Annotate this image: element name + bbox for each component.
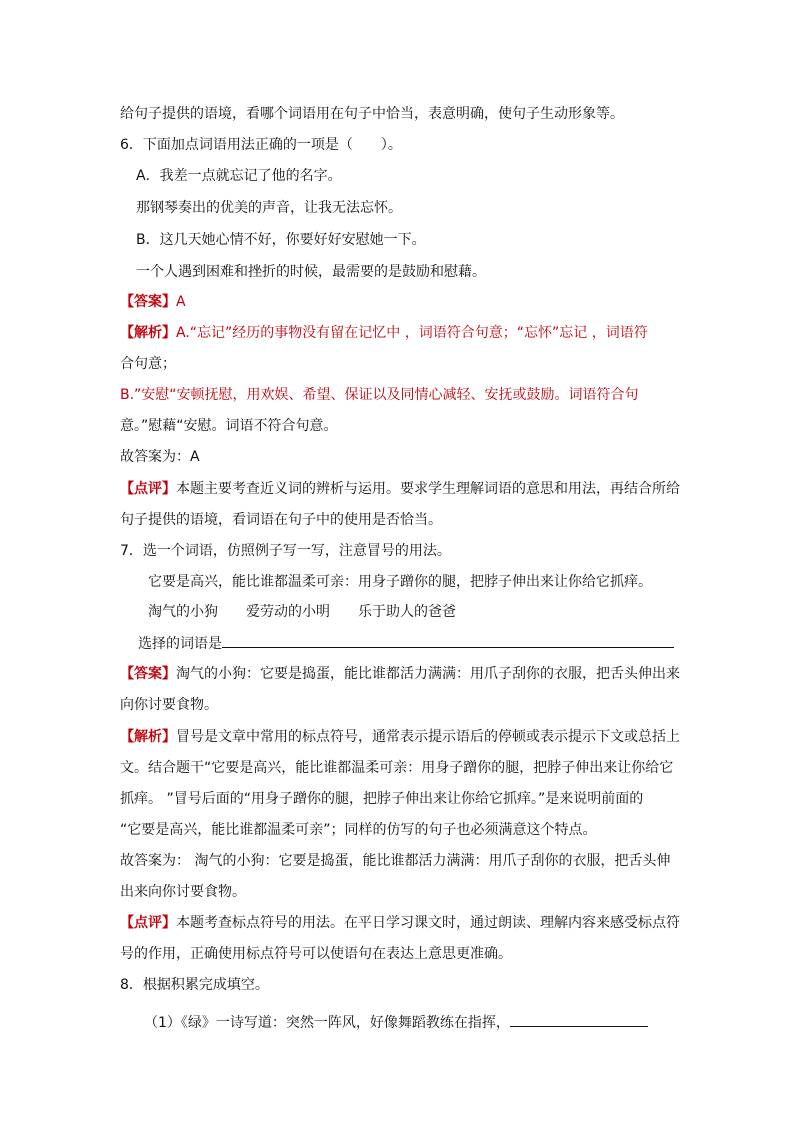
analysis-tag: 【解析】: [120, 729, 176, 745]
text-line: 给句子提供的语境，看哪个词语用在句子中恰当，表意明确，使句子生动形象等。: [120, 106, 624, 122]
final-answer: 故答案为：A: [120, 449, 200, 465]
option-a-line-2: 那钢琴奏出的优美的声音，让我无法忘怀。: [136, 200, 402, 216]
answer-tag: 【答案】: [120, 294, 176, 310]
answer-value: A: [176, 294, 186, 310]
answer-line: [120, 664, 680, 684]
comment-text: 本题主要考查近义词的辨析与运用。要求学生理解词语的意思和用法，再结合所给: [176, 481, 680, 497]
analysis-tag: 【解析】: [120, 325, 176, 341]
question-8-stem: 8．根据积累完成填空。: [120, 977, 269, 993]
final-answer: 出来向你讨要食物。: [120, 884, 246, 900]
analysis-line: [120, 323, 648, 343]
analysis-text: 冒号是文章中常用的标点符号，通常表示提示语后的停顿或表示提示下文或总括上: [176, 729, 680, 745]
question-7-stem: 7．选一个词语，仿照例子写一写，注意冒号的用法。: [120, 543, 451, 559]
comment-line: [120, 913, 680, 933]
answer-blank[interactable]: [222, 632, 674, 648]
option-a-line-1: A．我差一点就忘记了他的名字。: [136, 168, 342, 184]
analysis-line: 意。”慰藉“安慰。词语不符合句意。: [120, 418, 338, 434]
answer-line: [120, 292, 186, 312]
example-sentence: 它要是高兴，能比谁都温柔可亲：用身子蹭你的腿，把脖子伸出来让你给它抓痒。: [148, 574, 652, 590]
word-option: 乐于助人的爸爸: [358, 604, 456, 620]
choose-label: 选择的词语是: [138, 636, 222, 652]
word-options: [148, 602, 456, 622]
analysis-line: B.”安慰“安顿抚慰，用欢娱、希望、保证以及同情心减轻、安抚或鼓励。词语符合句: [120, 387, 639, 403]
answer-tag: 【答案】: [120, 666, 176, 682]
fill-blank-line: [144, 1011, 648, 1033]
word-option: 淘气的小狗: [148, 604, 218, 620]
comment-tag: 【点评】: [120, 915, 176, 931]
analysis-line: “它要是高兴，能比谁都温柔可亲”；同样的仿写的句子也必须满意这个特点。: [120, 822, 597, 838]
option-b-line-1: B．这几天她心情不好，你要好好安慰她一下。: [136, 232, 426, 248]
comment-line: 号的作用，正确使用标点符号可以使语句在表达上意思更准确。: [120, 946, 512, 962]
analysis-text: A.“忘记”经历的事物没有留在记忆中 ，词语符合句意；“忘怀”忘记 ，词语符: [176, 325, 648, 341]
fill-prompt: （1）《绿》一诗写道：突然一阵风，好像舞蹈教练在指挥，: [144, 1015, 510, 1031]
comment-line: 句子提供的语境，看词语在句子中的使用是否恰当。: [120, 512, 442, 528]
answer-text: 淘气的小狗：它要是捣蛋，能比谁都活力满满：用爪子刮你的衣服，把舌头伸出来: [176, 666, 680, 682]
comment-text: 本题考查标点符号的用法。在平日学习课文时，通过朗读、理解内容来感受标点符: [176, 915, 680, 931]
question-6-stem: 6．下面加点词语用法正确的一项是（ ）。: [120, 137, 402, 153]
analysis-line: 抓痒。 ”冒号后面的“用身子蹭你的腿，把脖子伸出来让你给它抓痒。”是来说明前面的: [120, 791, 644, 807]
option-b-line-2: 一个人遇到困难和挫折的时候，最需要的是鼓励和慰藉。: [136, 264, 486, 280]
word-option: 爱劳动的小明: [246, 604, 330, 620]
answer-line: 向你讨要食物。: [120, 697, 218, 713]
analysis-line: [120, 727, 680, 747]
comment-tag: 【点评】: [120, 481, 176, 497]
answer-blank[interactable]: [510, 1011, 648, 1027]
comment-line: [120, 479, 680, 499]
analysis-line: 合句意；: [120, 356, 176, 372]
final-answer: 故答案为： 淘气的小狗：它要是捣蛋，能比谁都活力满满：用爪子刮你的衣服，把舌头伸: [120, 853, 671, 869]
choose-line: [138, 632, 674, 654]
analysis-line: 文。结合题干“它要是高兴，能比谁都温柔可亲：用身子蹭你的腿，把脖子伸出来让你给它: [120, 760, 674, 776]
